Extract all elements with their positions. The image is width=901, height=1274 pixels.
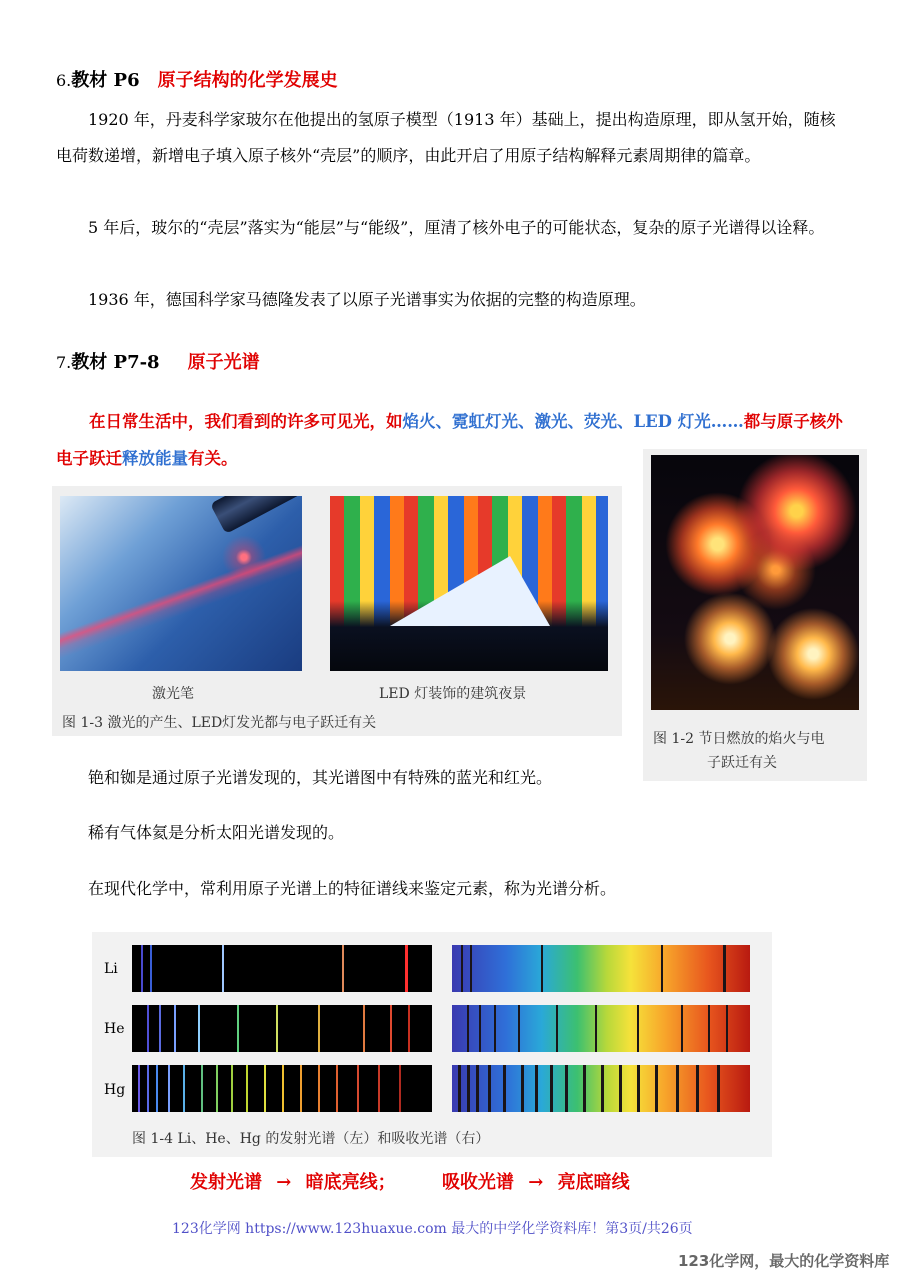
paragraph: 1920 年，丹麦科学家玻尔在他提出的氢原子模型（1913 年）基础上，提出构造原理，即从氢开始，随核电荷数递增，新增电子填入原子核外“壳层”的顺序，由此开启了用原子结构解释元素周期律的篇章。 — [56, 110, 836, 165]
absorption-line — [655, 1065, 658, 1112]
section-number: 7. — [56, 353, 72, 372]
section-subtitle: 原子结构的化学发展史 — [157, 70, 338, 91]
figure-subcaption: 激光笔 — [152, 686, 194, 702]
paragraph: 稀有气体氦是分析太阳光谱发现的。 — [88, 823, 345, 842]
emission-line — [300, 1065, 302, 1112]
absorption-line — [681, 1005, 683, 1052]
emission-line — [147, 1005, 149, 1052]
highlight-blue-part: 释放能量 — [122, 449, 188, 468]
emission-line — [237, 1005, 239, 1052]
figure-caption: 图 1-2 节日燃放的焰火与电 — [653, 731, 825, 747]
absorption-line — [494, 1005, 496, 1052]
absorption-line — [521, 1065, 524, 1112]
absorption-line — [476, 1065, 479, 1112]
absorption-line — [458, 1065, 461, 1112]
absorption-line — [467, 1005, 469, 1052]
absorption-line — [676, 1065, 679, 1112]
page-footer: 123化学网 https://www.123huaxue.com 最大的中学化学资料库！第3页/共26页 — [172, 1221, 693, 1237]
absorption-line — [541, 945, 543, 992]
emission-line — [201, 1065, 203, 1112]
absorption-line — [696, 1065, 699, 1112]
li-emission-spectrum — [132, 945, 432, 992]
emission-line — [174, 1005, 176, 1052]
emission-line — [342, 945, 344, 992]
absorption-line — [723, 945, 726, 992]
absorption-line — [488, 1065, 491, 1112]
absorption-line — [550, 1065, 553, 1112]
element-label: Li — [104, 961, 118, 977]
paragraph: 铯和铷是通过原子光谱发现的，其光谱图中有特殊的蓝光和红光。 — [88, 768, 553, 787]
absorption-line — [717, 1065, 720, 1112]
section-title: 教材 P7-8 — [71, 352, 160, 373]
emission-line — [183, 1065, 185, 1112]
absorption-line — [461, 945, 463, 992]
he-absorption-spectrum — [452, 1005, 750, 1052]
laser-pen-image — [60, 496, 302, 671]
absorption-line — [556, 1005, 558, 1052]
emission-line — [390, 1005, 392, 1052]
figure-1-3 — [52, 486, 622, 736]
emission-line — [276, 1005, 278, 1052]
element-label: He — [104, 1021, 125, 1037]
figure-1-2 — [643, 449, 867, 781]
arrow-icon: → — [528, 1172, 544, 1193]
emission-line — [216, 1065, 218, 1112]
emission-line — [318, 1065, 320, 1112]
absorption-line — [637, 1065, 640, 1112]
emission-line — [408, 1005, 410, 1052]
absorption-line — [503, 1065, 506, 1112]
figure-subcaption: LED 灯装饰的建筑夜景 — [379, 686, 527, 702]
emission-line — [378, 1065, 380, 1112]
section-7-heading — [56, 348, 260, 374]
emission-line — [318, 1005, 320, 1052]
highlight-blue-part: 焰火、霓虹灯光、激光、荧光、LED 灯光…… — [402, 412, 744, 431]
emission-line — [156, 1065, 158, 1112]
absorption-result: 亮底暗线 — [557, 1172, 630, 1193]
hg-emission-spectrum — [132, 1065, 432, 1112]
absorption-line — [619, 1065, 622, 1112]
fireworks-image — [651, 455, 859, 710]
highlight-part: 都与原子核外电子跃迁 — [56, 412, 843, 468]
figure-caption: 图 1-4 Li、He、Hg 的发射光谱（左）和吸收光谱（右） — [132, 1131, 490, 1147]
paragraph: 5 年后，玻尔的“壳层”落实为“能层”与“能级”，厘清了核外电子的可能状态，复杂的原子光谱得以诠释。 — [88, 218, 825, 237]
absorption-line — [470, 945, 472, 992]
absorption-label: 吸收光谱 — [441, 1172, 514, 1193]
paragraph: 在现代化学中，常利用原子光谱上的特征谱线来鉴定元素，称为光谱分析。 — [88, 879, 617, 898]
arrow-icon: → — [276, 1172, 292, 1193]
emission-line — [150, 945, 152, 992]
emission-line — [246, 1065, 248, 1112]
section-number: 6. — [56, 71, 72, 90]
highlight-part: 有关。 — [188, 449, 238, 468]
absorption-line — [518, 1005, 520, 1052]
emission-line — [336, 1065, 338, 1112]
laser-pen-shape — [210, 496, 302, 534]
absorption-line — [583, 1065, 586, 1112]
he-emission-spectrum — [132, 1005, 432, 1052]
absorption-line — [467, 1065, 470, 1112]
emission-line — [399, 1065, 401, 1112]
led-building-image — [330, 496, 608, 671]
absorption-line — [637, 1005, 639, 1052]
section-subtitle: 原子光谱 — [187, 352, 260, 373]
emission-line — [159, 1005, 161, 1052]
absorption-line — [595, 1005, 597, 1052]
emission-label: 发射光谱 — [190, 1172, 262, 1193]
absorption-line — [661, 945, 663, 992]
absorption-line — [479, 1005, 481, 1052]
emission-line — [231, 1065, 233, 1112]
emission-result: 暗底亮线； — [305, 1172, 396, 1193]
emission-line — [147, 1065, 149, 1112]
figure-caption: 子跃迁有关 — [707, 755, 777, 771]
absorption-line — [565, 1065, 568, 1112]
site-watermark: 123化学网，最大的化学资料库 — [678, 1252, 890, 1270]
emission-line — [363, 1005, 365, 1052]
absorption-line — [708, 1005, 710, 1052]
figure-1-4 — [92, 932, 772, 1157]
emission-line — [222, 945, 224, 992]
li-absorption-spectrum — [452, 945, 750, 992]
section-6-heading — [56, 66, 338, 92]
spectrum-summary — [190, 1168, 630, 1194]
element-label: Hg — [104, 1082, 126, 1098]
absorption-line — [726, 1005, 728, 1052]
emission-line — [357, 1065, 359, 1112]
section-title: 教材 P6 — [71, 70, 140, 91]
emission-line — [264, 1065, 266, 1112]
emission-line — [405, 945, 408, 992]
building-facade-shape — [390, 556, 550, 626]
absorption-line — [601, 1065, 604, 1112]
highlight-part: 在日常生活中，我们看到的许多可见光，如 — [89, 412, 403, 431]
absorption-line — [535, 1065, 538, 1112]
paragraph: 1936 年，德国科学家马德隆发表了以原子光谱事实为依据的完整的构造原理。 — [88, 290, 646, 309]
hg-absorption-spectrum — [452, 1065, 750, 1112]
emission-line — [282, 1065, 284, 1112]
figure-caption: 图 1-3 激光的产生、LED灯发光都与电子跃迁有关 — [62, 715, 377, 731]
emission-line — [198, 1005, 200, 1052]
emission-line — [168, 1065, 170, 1112]
emission-line — [138, 1065, 140, 1112]
emission-line — [141, 945, 143, 992]
